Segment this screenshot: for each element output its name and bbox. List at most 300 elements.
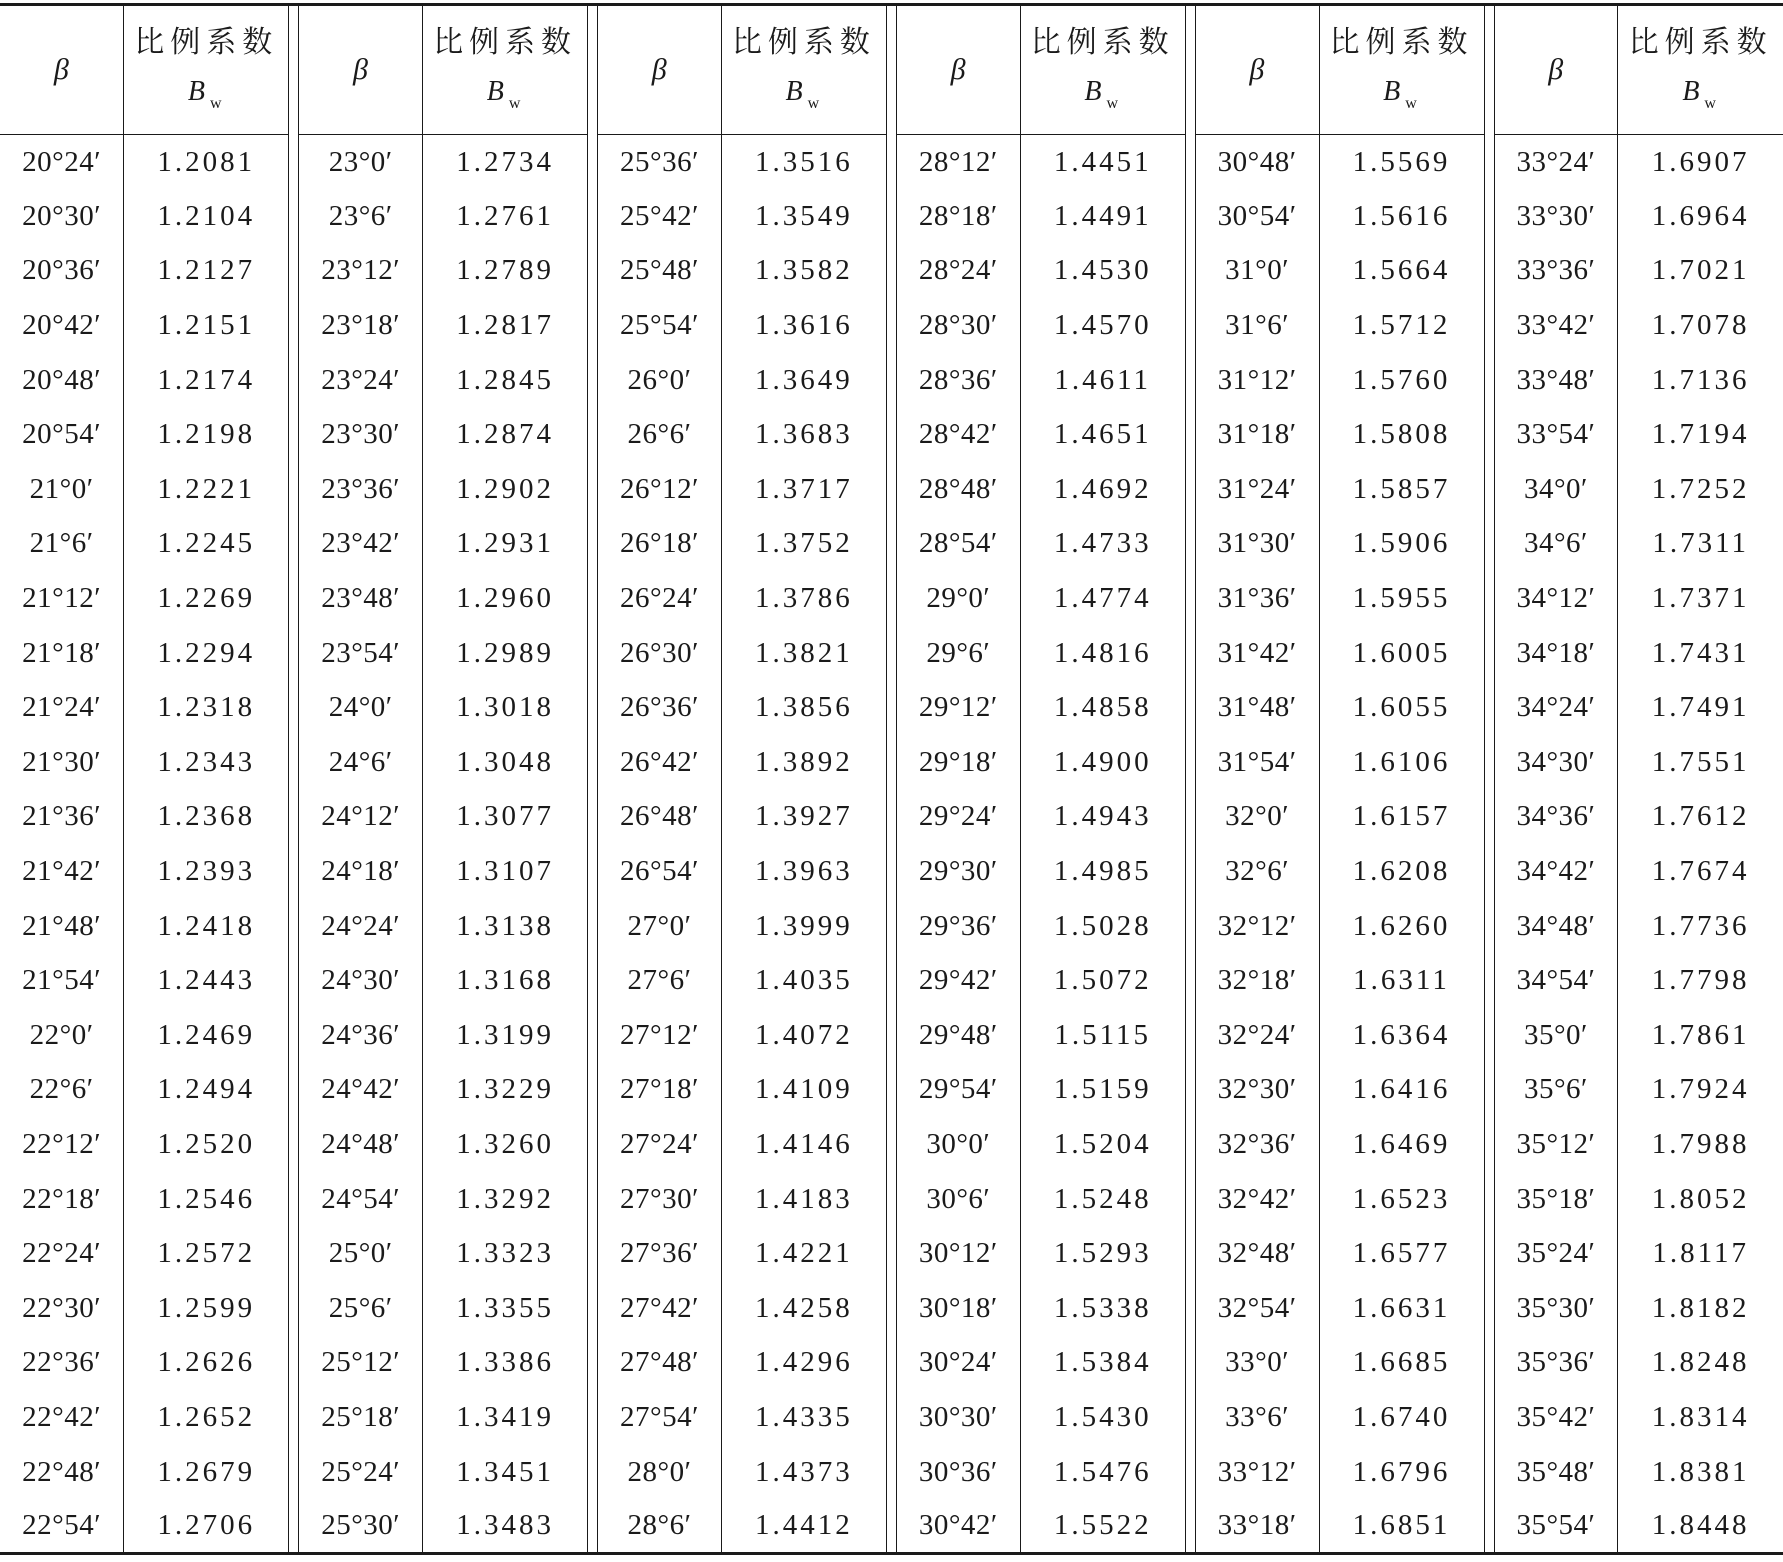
beta-angle-cell: 22°30′ [0,1281,124,1336]
group-separator [1185,626,1195,681]
beta-angle-cell: 29°12′ [896,680,1020,735]
coefficient-header-text [731,25,876,112]
group-separator [886,5,896,135]
coefficient-value-cell: 1.2789 [456,254,554,287]
beta-angle-cell: 31°48′ [1195,680,1319,735]
beta-angle-cell: 30°0′ [896,1117,1020,1172]
beta-angle-cell: 33°36′ [1494,244,1618,299]
beta-angle-cell: 21°0′ [0,462,124,517]
coefficient-value-cell: 1.2874 [456,418,554,451]
beta-angle-cell: 33°30′ [1494,189,1618,244]
beta-angle-cell: 23°54′ [299,626,423,681]
beta-angle-cell: 24°12′ [299,790,423,845]
coefficient-value-cell: 1.6907 [1651,145,1750,178]
coefficient-label: 比例系数 [1628,25,1773,60]
beta-angle-cell: 34°48′ [1494,899,1618,954]
coefficient-value-cell: 1.8117 [1652,1237,1749,1270]
coefficient-value-cell: 1.2761 [456,199,554,232]
beta-angle-cell: 29°6′ [896,626,1020,681]
group-separator [1185,1226,1195,1281]
group-separator [1484,135,1494,190]
table-row [0,1445,1783,1500]
coefficient-value-cell: 1.2845 [456,363,554,396]
group-separator [588,953,598,1008]
group-separator [588,1281,598,1336]
beta-angle-cell: 24°18′ [299,844,423,899]
group-separator [588,899,598,954]
group-separator [1185,571,1195,626]
group-separator [289,1336,299,1391]
coefficient-value-cell: 1.4774 [1053,582,1152,615]
beta-angle-cell: 31°42′ [1195,626,1319,681]
beta-angle-cell: 32°0′ [1195,790,1319,845]
group-separator [1484,1172,1494,1227]
coefficient-value-cell: 1.7924 [1651,1073,1750,1106]
group-separator [588,298,598,353]
group-separator [588,1226,598,1281]
beta-angle-cell: 20°30′ [0,189,124,244]
beta-angle-cell: 23°18′ [299,298,423,353]
coefficient-column-header [124,5,289,135]
group-separator [1185,1281,1195,1336]
beta-angle-cell: 34°42′ [1494,844,1618,899]
group-separator [1484,5,1494,135]
coefficient-header-text [1329,25,1474,112]
table-row [0,680,1783,735]
group-separator [1484,1445,1494,1500]
coefficient-value-cell: 1.7021 [1651,254,1750,287]
group-separator [1185,844,1195,899]
beta-angle-cell: 34°30′ [1494,735,1618,790]
coefficient-value-cell: 1.4072 [755,1018,853,1051]
coefficient-value-cell: 1.3892 [755,745,853,778]
group-separator [1185,1499,1195,1554]
beta-angle-cell: 22°12′ [0,1117,124,1172]
group-separator [289,1281,299,1336]
coefficient-value-cell: 1.5808 [1352,418,1451,451]
beta-angle-cell: 33°42′ [1494,298,1618,353]
beta-angle-cell: 29°36′ [896,899,1020,954]
group-separator [289,844,299,899]
table-row [0,626,1783,681]
beta-angle-cell: 20°54′ [0,407,124,462]
coefficient-value-cell: 1.3549 [755,199,853,232]
coefficient-value-cell: 1.3582 [755,254,853,287]
group-separator [1185,790,1195,845]
group-separator [1484,298,1494,353]
coefficient-value-cell: 1.5159 [1053,1073,1152,1106]
table-row [0,1226,1783,1281]
beta-column-header [896,5,1020,135]
group-separator [588,735,598,790]
coefficient-value-cell: 1.7194 [1651,418,1750,451]
beta-angle-cell: 27°18′ [598,1063,722,1118]
beta-angle-cell: 23°0′ [299,135,423,190]
coefficient-value-cell: 1.2294 [157,636,256,669]
beta-angle-cell: 23°12′ [299,244,423,299]
coefficient-value-cell: 1.3483 [456,1509,554,1542]
group-separator [886,135,896,190]
beta-angle-cell: 22°36′ [0,1336,124,1391]
beta-column-header [299,5,423,135]
table-row [0,1172,1783,1227]
coefficient-value-cell: 1.6796 [1352,1455,1451,1488]
beta-angle-cell: 28°54′ [896,517,1020,572]
group-separator [886,1226,896,1281]
beta-angle-cell: 29°24′ [896,790,1020,845]
group-separator [886,462,896,517]
group-separator [588,1390,598,1445]
group-separator [1185,1390,1195,1445]
coefficient-label: 比例系数 [433,25,578,60]
group-separator [1185,462,1195,517]
group-separator [588,680,598,735]
beta-angle-cell: 28°48′ [896,462,1020,517]
coefficient-value-cell: 1.3260 [456,1127,554,1160]
coefficient-value-cell: 1.5028 [1053,909,1152,942]
beta-angle-cell: 27°36′ [598,1226,722,1281]
beta-angle-cell: 26°48′ [598,790,722,845]
table-row [0,135,1783,190]
beta-angle-cell: 21°42′ [0,844,124,899]
coefficient-value-cell: 1.2960 [456,582,554,615]
group-separator [289,189,299,244]
beta-angle-cell: 26°30′ [598,626,722,681]
group-separator [289,135,299,190]
beta-angle-cell: 33°6′ [1195,1390,1319,1445]
coefficient-value-cell: 1.6631 [1352,1291,1451,1324]
beta-angle-cell: 27°54′ [598,1390,722,1445]
coefficient-symbol-main: B [486,76,507,107]
coefficient-column-header [1319,5,1484,135]
coefficient-value-cell: 1.2546 [157,1182,256,1215]
table-row [0,1336,1783,1391]
beta-angle-cell: 34°24′ [1494,680,1618,735]
beta-angle-cell: 25°18′ [299,1390,423,1445]
beta-angle-cell: 34°12′ [1494,571,1618,626]
coefficient-label: 比例系数 [731,25,876,60]
beta-angle-cell: 20°42′ [0,298,124,353]
beta-angle-cell: 33°18′ [1195,1499,1319,1554]
coefficient-value-cell: 1.2418 [157,909,256,942]
group-separator [1185,1336,1195,1391]
beta-angle-cell: 31°24′ [1195,462,1319,517]
coefficient-value-cell: 1.2198 [157,418,256,451]
coefficient-symbol-main: B [785,76,806,107]
coefficient-value-cell: 1.5857 [1352,472,1451,505]
coefficient-value-cell: 1.5616 [1352,199,1451,232]
coefficient-value-cell: 1.3516 [755,145,853,178]
beta-angle-cell: 22°54′ [0,1499,124,1554]
beta-angle-cell: 32°54′ [1195,1281,1319,1336]
beta-angle-cell: 35°24′ [1494,1226,1618,1281]
group-separator [886,571,896,626]
coefficient-value-cell: 1.2679 [157,1455,256,1488]
beta-angle-cell: 30°30′ [896,1390,1020,1445]
beta-angle-cell: 27°48′ [598,1336,722,1391]
beta-angle-cell: 30°24′ [896,1336,1020,1391]
beta-angle-cell: 32°48′ [1195,1226,1319,1281]
coefficient-column-header [423,5,588,135]
coefficient-value-cell: 1.3649 [755,363,853,396]
beta-angle-cell: 21°12′ [0,571,124,626]
coefficient-value-cell: 1.5569 [1352,145,1451,178]
beta-angle-cell: 22°48′ [0,1445,124,1500]
beta-column-header [0,5,124,135]
table-row [0,353,1783,408]
group-separator [289,899,299,954]
coefficient-symbol-subscript: w [1704,95,1719,112]
coefficient-value-cell: 1.8381 [1651,1455,1750,1488]
group-separator [289,1499,299,1554]
beta-angle-cell: 33°48′ [1494,353,1618,408]
table-row [0,1063,1783,1118]
group-separator [886,244,896,299]
beta-angle-cell: 35°18′ [1494,1172,1618,1227]
group-separator [1484,517,1494,572]
beta-angle-cell: 23°48′ [299,571,423,626]
beta-angle-cell: 25°42′ [598,189,722,244]
coefficient-value-cell: 1.7491 [1651,691,1750,724]
group-separator [588,244,598,299]
beta-angle-cell: 32°42′ [1195,1172,1319,1227]
beta-angle-cell: 32°6′ [1195,844,1319,899]
beta-angle-cell: 21°6′ [0,517,124,572]
coefficient-value-cell: 1.6005 [1352,636,1451,669]
beta-angle-cell: 31°12′ [1195,353,1319,408]
beta-angle-cell: 22°18′ [0,1172,124,1227]
beta-angle-cell: 23°24′ [299,353,423,408]
group-separator [289,1226,299,1281]
coefficient-value-cell: 1.3018 [456,691,554,724]
beta-angle-cell: 26°12′ [598,462,722,517]
table-row [0,1281,1783,1336]
coefficient-value-cell: 1.3856 [755,691,853,724]
group-separator [886,1117,896,1172]
group-separator [289,407,299,462]
group-separator [289,1445,299,1500]
coefficient-value-cell: 1.3168 [456,964,554,997]
coefficient-value-cell: 1.2245 [157,527,256,560]
beta-angle-cell: 26°18′ [598,517,722,572]
group-separator [886,189,896,244]
coefficient-value-cell: 1.2368 [157,800,256,833]
group-separator [588,1499,598,1554]
group-separator [1185,1172,1195,1227]
coefficient-value-cell: 1.2989 [456,636,554,669]
beta-angle-cell: 33°24′ [1494,135,1618,190]
beta-angle-cell: 35°12′ [1494,1117,1618,1172]
beta-column-header [1494,5,1618,135]
beta-angle-cell: 26°24′ [598,571,722,626]
beta-angle-cell: 28°30′ [896,298,1020,353]
coefficient-value-cell: 1.6157 [1352,800,1451,833]
coefficient-value-cell: 1.8314 [1651,1400,1750,1433]
coefficient-value-cell: 1.3963 [755,855,853,888]
beta-angle-cell: 28°6′ [598,1499,722,1554]
beta-angle-cell: 31°0′ [1195,244,1319,299]
coefficient-value-cell: 1.5338 [1053,1291,1152,1324]
coefficient-value-cell: 1.7736 [1651,909,1750,942]
group-separator [1484,1336,1494,1391]
beta-angle-cell: 32°12′ [1195,899,1319,954]
beta-angle-cell: 20°24′ [0,135,124,190]
group-separator [588,844,598,899]
coefficient-value-cell: 1.2469 [157,1018,256,1051]
coefficient-symbol-subscript: w [807,95,823,112]
coefficient-value-cell: 1.5476 [1053,1455,1152,1488]
beta-angle-cell: 23°30′ [299,407,423,462]
coefficient-value-cell: 1.6577 [1352,1237,1451,1270]
group-separator [588,1336,598,1391]
group-separator [289,626,299,681]
group-separator [1484,735,1494,790]
group-separator [588,407,598,462]
table-row [0,244,1783,299]
coefficient-value-cell: 1.2221 [157,472,256,505]
group-separator [886,1063,896,1118]
beta-angle-cell: 34°0′ [1494,462,1618,517]
coefficient-value-cell: 1.3386 [456,1346,554,1379]
beta-angle-cell: 31°30′ [1195,517,1319,572]
coefficient-value-cell: 1.3077 [456,800,554,833]
beta-angle-cell: 25°30′ [299,1499,423,1554]
group-separator [289,953,299,1008]
coefficient-value-cell: 1.3355 [456,1291,554,1324]
coefficient-value-cell: 1.2572 [157,1237,256,1270]
beta-angle-cell: 22°24′ [0,1226,124,1281]
coefficient-value-cell: 1.4900 [1053,745,1152,778]
table-row [0,407,1783,462]
beta-angle-cell: 30°36′ [896,1445,1020,1500]
coefficient-symbol [1330,78,1474,112]
group-separator [1484,353,1494,408]
beta-angle-cell: 21°36′ [0,790,124,845]
beta-angle-cell: 26°0′ [598,353,722,408]
group-separator [588,5,598,135]
beta-angle-cell: 30°42′ [896,1499,1020,1554]
beta-angle-cell: 30°6′ [896,1172,1020,1227]
coefficient-value-cell: 1.5712 [1352,309,1451,342]
group-separator [1484,1499,1494,1554]
coefficient-value-cell: 1.4146 [755,1127,853,1160]
coefficient-value-cell: 1.4651 [1053,418,1152,451]
beta-symbol: β [1548,53,1564,86]
group-separator [1185,298,1195,353]
coefficient-value-cell: 1.2318 [157,691,256,724]
group-separator [1185,407,1195,462]
coefficient-value-cell: 1.4943 [1053,800,1152,833]
group-separator [886,735,896,790]
coefficient-symbol [1031,78,1175,112]
group-separator [289,571,299,626]
table-row [0,735,1783,790]
coefficient-value-cell: 1.7311 [1652,527,1749,560]
coefficient-value-cell: 1.6260 [1352,909,1451,942]
coefficient-value-cell: 1.5760 [1352,363,1451,396]
coefficient-value-cell: 1.6055 [1352,691,1451,724]
group-separator [1484,844,1494,899]
table-row [0,517,1783,572]
beta-angle-cell: 29°48′ [896,1008,1020,1063]
group-separator [886,1445,896,1500]
coefficient-value-cell: 1.5204 [1053,1127,1152,1160]
group-separator [1484,1226,1494,1281]
beta-symbol: β [950,53,967,86]
coefficient-symbol [134,78,278,112]
beta-angle-cell: 25°36′ [598,135,722,190]
beta-angle-cell: 34°54′ [1494,953,1618,1008]
beta-angle-cell: 32°18′ [1195,953,1319,1008]
beta-angle-cell: 24°54′ [299,1172,423,1227]
group-separator [886,790,896,845]
beta-angle-cell: 28°24′ [896,244,1020,299]
table-row [0,189,1783,244]
group-separator [588,571,598,626]
coefficient-symbol [1629,78,1773,112]
coefficient-value-cell: 1.4373 [755,1455,853,1488]
beta-angle-cell: 34°18′ [1494,626,1618,681]
coefficient-value-cell: 1.2902 [456,472,554,505]
coefficient-value-cell: 1.7431 [1651,636,1750,669]
coefficient-header-text [433,25,578,112]
beta-angle-cell: 28°18′ [896,189,1020,244]
beta-angle-cell: 22°0′ [0,1008,124,1063]
group-separator [289,735,299,790]
group-separator [289,1390,299,1445]
group-separator [886,680,896,735]
coefficient-value-cell: 1.3229 [456,1073,554,1106]
group-separator [1484,571,1494,626]
group-separator [886,353,896,408]
group-separator [1484,1063,1494,1118]
beta-angle-cell: 24°24′ [299,899,423,954]
beta-angle-cell: 25°48′ [598,244,722,299]
table-row [0,953,1783,1008]
coefficient-value-cell: 1.7988 [1651,1127,1750,1160]
beta-angle-cell: 23°6′ [299,189,423,244]
group-separator [1185,680,1195,735]
coefficient-value-cell: 1.3683 [755,418,853,451]
beta-angle-cell: 26°6′ [598,407,722,462]
group-separator [1484,680,1494,735]
group-separator [1484,1008,1494,1063]
coefficient-value-cell: 1.4412 [755,1509,853,1542]
coefficient-value-cell: 1.2269 [157,582,256,615]
coefficient-value-cell: 1.6740 [1352,1400,1451,1433]
beta-angle-cell: 35°6′ [1494,1063,1618,1118]
coefficient-value-cell: 1.6311 [1353,964,1450,997]
beta-angle-cell: 30°18′ [896,1281,1020,1336]
beta-angle-cell: 27°0′ [598,899,722,954]
coefficient-value-cell: 1.4733 [1053,527,1152,560]
coefficient-value-cell: 1.7371 [1651,582,1750,615]
coefficient-symbol [433,78,577,112]
coefficient-value-cell: 1.4296 [755,1346,853,1379]
beta-angle-cell: 24°36′ [299,1008,423,1063]
beta-angle-cell: 35°36′ [1494,1336,1618,1391]
coefficient-value-cell: 1.6685 [1352,1346,1451,1379]
beta-angle-cell: 24°6′ [299,735,423,790]
group-separator [1484,1390,1494,1445]
beta-angle-cell: 22°42′ [0,1390,124,1445]
group-separator [886,1499,896,1554]
group-separator [886,1172,896,1227]
coefficient-value-cell: 1.2393 [157,855,256,888]
beta-angle-cell: 32°24′ [1195,1008,1319,1063]
coefficient-symbol [732,78,876,112]
coefficient-value-cell: 1.2599 [157,1291,256,1324]
